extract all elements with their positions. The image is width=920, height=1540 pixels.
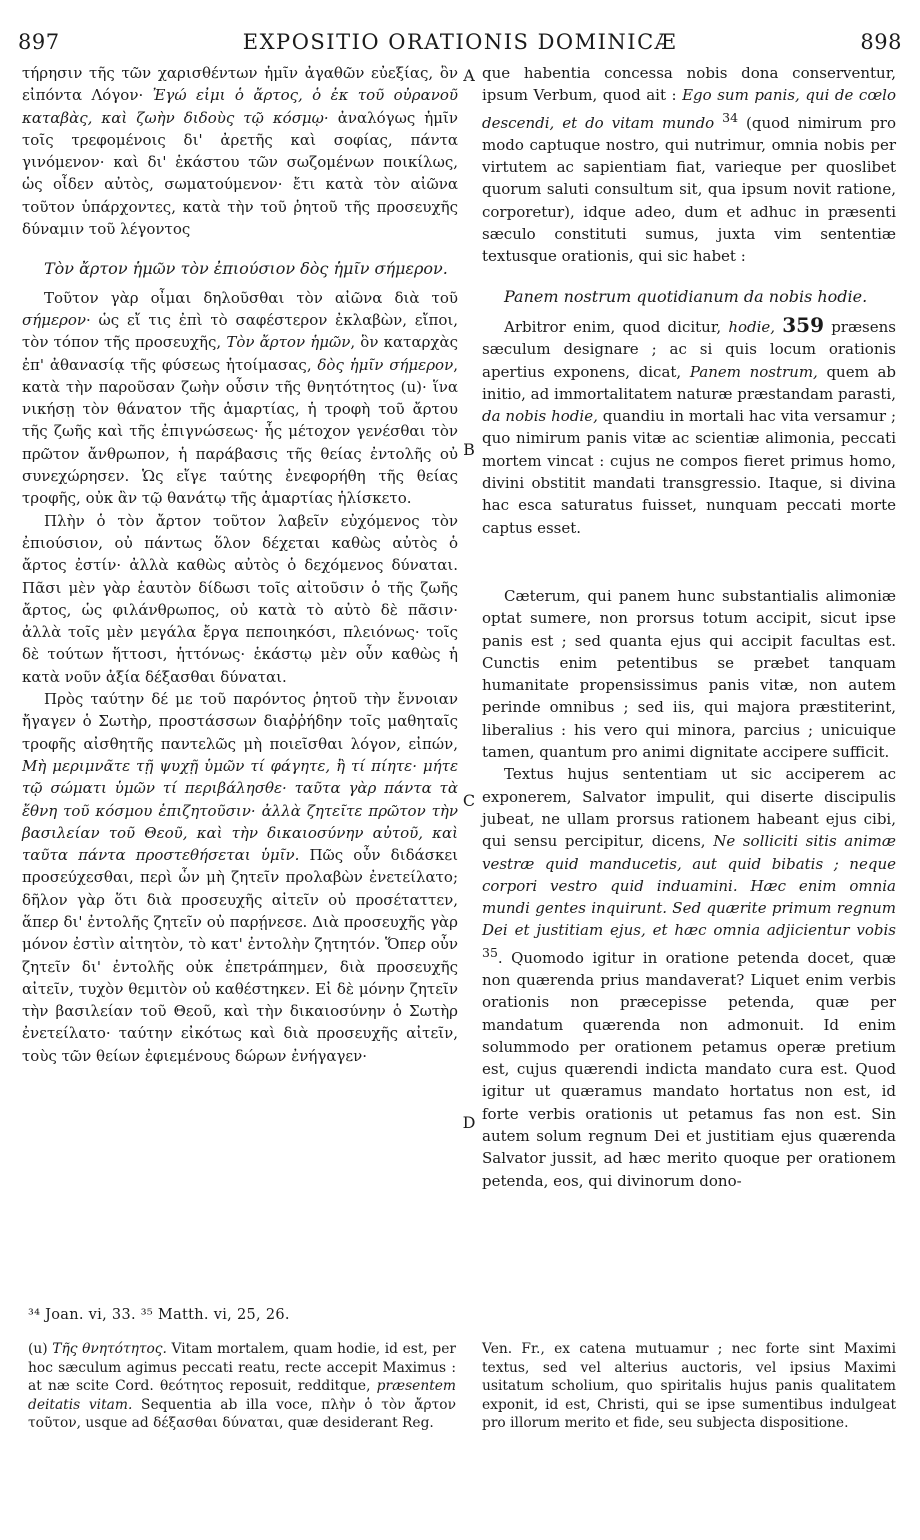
greek-italic: σήμερον — [22, 310, 86, 329]
margin-marker-d: D — [462, 1113, 476, 1132]
greek-text: · ὡς εἴ τις ἐπὶ τὸ σαφέστερον ἐκλαβὼν, εἴποι, τὸν τόπον τῆς προσευχῆς, — [22, 310, 458, 352]
latin-scripture-quote: Ne solliciti sitis animæ vestræ quid manducetis, aut quid bibatis ; neque corpori vestro quid induamini. Hæc enim omnia mundi gentes inquirunt. Sed quærite primum regnum Dei et justitiam ejus, et hæc omnia adjicientur vobis — [482, 832, 896, 940]
column-number: 359 — [782, 312, 824, 337]
latin-text: . Quomodo igitur in oratione petenda docet, quæ non quærenda prius mandaverat? Liquet enim verbis orationis non præcepisse petenda, quæ per mandatum quærenda non admonuit. Id enim solummodo per orationem petamus operæ pretium est, cujus quærendi indicta mandato cura est. Quod igitur ut quæramus mandato hortatus non est, id forte verbis orationis ut petamus fas non est. Sin autem solum regnum Dei et justitiam ejus quærenda Salvator jussit, ad hæc merito quoque per orationem petenda, eos, qui divinorum dono- — [482, 948, 896, 1190]
latin-italic: hodie, — [728, 317, 776, 336]
latin-text: præsens sæculum designare ; ac si quis locum orationis apertius exponens, dicat, — [482, 317, 896, 381]
latin-lemma: Panem nostrum quotidianum da nobis hodie. — [504, 286, 868, 306]
latin-text: Textus hujus sententiam ut sic acciperem ac exponerem, Salvator impulit, qui diserte discipulis jubeat, ne ullam prorsus rationem habeant ejus cibi, qui sensu percipitur, dicens, — [482, 765, 896, 851]
greek-text: , ὃν καταρχὰς ἐπ' ἀθανασίᾳ τῆς φύσεως ἡτοίμασας, — [22, 333, 459, 374]
latin-italic: Panem nostrum, — [689, 362, 818, 381]
footnote-lemma: Τῆς θνητότητος. — [52, 1341, 167, 1357]
latin-italic: da nobis hodie, — [482, 407, 598, 426]
latin-text: (quod nimirum pro modo captuque nostro, qui nutrimur, omnia nobis per virtutem ac sapientiam fiat, varieque per quoslibet quorum saluti consultum sit, qua ipsum novit ratione, corporetur), idque adeo, dum et adhuc in præsenti sæculo constituti sumus, juxta vim sententiæ textusque orationis, qui sic habet : — [482, 113, 896, 266]
greek-text: Πῶς οὖν διδάσκει προσεύχεσθαι, περὶ ὧν μὴ ζητεῖν προλαβὼν ἐνετείλατο; δῆλον γὰρ ὅτι διὰ προσευχῆς αἰτεῖν οὐ προσέταττεν, ἅπερ δι' ἐντολῆς ζητεῖν οὐ παρῄνεσε. Διὰ προσευχῆς γὰρ μόνον ἐστὶν αἰτητὸν, τὸ κατ' ἐντολὴν ζητητόν. Ὅπερ οὖν ζητεῖν δι' ἐντολῆς οὐκ ἐπετράπημεν, διὰ προσευχῆς αἰτεῖν, τυχὸν θεμιτὸν οὐ καθέστηκεν. Εἰ δὲ μόνην ζητεῖν τὴν βασιλείαν τοῦ Θεοῦ, καὶ τὴν δικαιοσύνην ὁ Σωτὴρ ἐνετείλατο· ταύτην εἰκότως καὶ διὰ προσευχῆς αἰτεῖν, τοὺς τῶν θείων ἐφιεμένους δώρων ἐνήγαγεν· — [22, 846, 458, 1065]
greek-lemma: Τὸν ἄρτον ἡμῶν τὸν ἐπιούσιον δὸς ἡμῖν σήμερον. — [44, 259, 448, 279]
latin-text: Arbitror enim, quod dicitur, — [504, 317, 722, 336]
greek-italic: δὸς ἡμῖν σήμερον — [317, 355, 454, 374]
running-header — [18, 30, 902, 62]
footnote-italic: præsentem deitatis vitam. — [28, 1378, 456, 1413]
latin-paragraph-2 — [482, 314, 896, 539]
greek-text: ἀναλόγως ἡμῖν τοῖς τρεφομένοις δι' ἀρετῆς καὶ σοφίας, πάντα γινόμενον· καὶ δι' ἑκάστου τῶν σωζομένων ποικίλως, ὡς οἶδεν αὐτὸς, σωματούμενον· ἔτι κατὰ τὸν αἰῶνα τοῦτον ὑπάρχοντες, κατὰ τὴν τοῦ ῥητοῦ τῆς προσευχῆς δύναμιν τοῦ λέγοντος — [22, 108, 458, 239]
page-number-right: 898 — [860, 30, 902, 54]
footnote-ref: 34 — [722, 109, 739, 125]
footnote-left — [28, 1340, 456, 1433]
latin-scripture-quote: Ego sum panis, qui de cœlo descendi, et do vitam mundo — [482, 86, 896, 132]
greek-text: Τοῦτον γὰρ οἶμαι δηλοῦσθαι τὸν αἰῶνα διὰ τοῦ — [44, 288, 458, 307]
greek-text: , κατὰ τὴν παροῦσαν ζωὴν οὖσιν τῆς θνητότητος (u)· ἵνα νικήσῃ τὸν θάνατον τῆς ἁμαρτίας, ἡ τροφὴ τοῦ ἄρτου τῆς ζωῆς καὶ τῆς ἐπιγνώσεως· ἧς μέτοχον γενέσθαι τὸν πρῶτον ἄνθρωπον, ἡ παράβασις τῆς θείας ἐντολῆς οὐ συνεχώρησεν. Ὡς εἴγε ταύτης ἐνεφορήθη τῆς θείας τροφῆς, οὐκ ἂν τῷ θανάτῳ τῆς ἁμαρτίας ἡλίσκετο. — [22, 355, 458, 508]
latin-paragraph-1 — [482, 62, 896, 268]
greek-text: τήρησιν τῆς τῶν χαρισθέντων ἡμῖν ἀγαθῶν εὐεξίας, ὃν εἰπόντα Λόγον· — [22, 64, 458, 105]
margin-marker-c: C — [462, 791, 476, 810]
latin-column — [482, 62, 896, 1252]
margin-marker-b: B — [463, 440, 475, 459]
greek-scripture-quote: Ἐγώ εἰμι ὁ ἄρτος, ὁ ἐκ τοῦ οὐρανοῦ καταβὰς, καὶ ζωὴν διδοὺς τῷ κόσμῳ· — [22, 86, 458, 127]
greek-scripture-quote: Μὴ μεριμνᾶτε τῇ ψυχῇ ὑμῶν τί φάγητε, ἢ τί πίητε· μήτε τῷ σώματι ὑμῶν τί περιβάλησθε· ταῦτα γὰρ πάντα τὰ ἔθνη τοῦ κόσμου ἐπιζητοῦσιν· ἀλλὰ ζητεῖτε πρῶτον τὴν βασιλείαν τοῦ Θεοῦ, καὶ τὴν δικαιοσύνην αὐτοῦ, καὶ ταῦτα πάντα προστεθήσεται ὑμῖν. — [22, 756, 458, 865]
greek-text: Πρὸς ταύτην δέ με τοῦ παρόντος ῥητοῦ τὴν ἔννοιαν ἤγαγεν ὁ Σωτὴρ, προστάσσων διαῤῥήδην τοῖς μαθηταῖς τροφῆς αἰσθητῆς παντελῶς μὴ ποιεῖσθαι λόγον, εἰπών, — [22, 690, 458, 753]
greek-paragraph-4 — [22, 688, 458, 1067]
page-number-left: 897 — [18, 30, 60, 54]
footnote-text: Sequentia ab illa voce, πλὴν ὁ τὸν ἄρτον τοῦτον, usque ad δέξασθαι δύναται, quæ desiderant Reg. — [28, 1396, 456, 1432]
greek-paragraph-2 — [22, 287, 458, 510]
footnote-right — [482, 1340, 896, 1433]
greek-column — [22, 62, 458, 1252]
latin-paragraph-4 — [482, 763, 896, 1192]
greek-paragraph-1 — [22, 62, 458, 240]
bible-references: ³⁴ Joan. vi, 33. ³⁵ Matth. vi, 25, 26. — [28, 1307, 290, 1323]
latin-paragraph-3: Cæterum, qui panem hunc substantialis alimoniæ optat sumere, non prorsus totum accipit, sicut ipse panis est ; sed quanta ejus qui accipit facultas est. Cunctis enim petentibus se præbet tanquam humanitate propensissimus panis vitæ, non autem perinde omnibus ; sed iis, qui majora præstiterint, liberalius : his vero qui minora, parcius ; unicuique tamen, quantum pro animi dignitate accipere sufficit. — [482, 586, 896, 762]
footnote-ref: 35 — [482, 944, 498, 960]
running-title: EXPOSITIO ORATIONIS DOMINICÆ — [242, 30, 678, 54]
greek-paragraph-3: Πλὴν ὁ τὸν ἄρτον τοῦτον λαβεῖν εὐχόμενος τὸν ἐπιούσιον, οὐ πάντως ὅλον δέχεται καθὼς αὐτὸς ὁ ἄρτος ἐστίν· ἀλλὰ καθὼς αὐτὸς ὁ δεχόμενος δύναται. Πᾶσι μὲν γὰρ ἑαυτὸν δίδωσι τοῖς αἰτοῦσιν ὁ τῆς ζωῆς ἄρτος, ὡς φιλάνθρωπος, οὐ κατὰ τὸ αὐτὸ δὲ πᾶσιν· ἀλλὰ τοῖς μὲν μεγάλα ἔργα πεποιηκόσι, πλειόνως· τοῖς δὲ τούτων ἥττοσι, ἡττόνως· ἑκάστῳ μὲν οὖν καθὼς ἡ κατὰ νοῦν ἀξία δέξασθαι δύναται. — [22, 511, 458, 686]
latin-text: que habentia concessa nobis dona conserventur, ipsum Verbum, quod ait : — [482, 64, 896, 105]
greek-italic: Τὸν ἄρτον ἡμῶν — [226, 333, 351, 352]
footnote-label: (u) — [28, 1341, 48, 1357]
footnote-text: Ven. Fr., ex catena mutuamur ; nec forte sint Maximi textus, sed vel alterius auctoris, vel ipsius Maximi usitatum scholium, quo spiritalis hujus panis qualitatem exponit, id est, Christi, qui se ipse sumentibus indulgeat pro illorum merito et fide, seu subjecta dispositione. — [482, 1341, 896, 1432]
margin-marker-a: A — [463, 66, 475, 85]
latin-text: quem ab initio, ad immortalitatem naturæ præstandam parasti, — [482, 362, 896, 403]
latin-text: quandiu in mortali hac vita versamur ; quo nimirum panis vitæ ac scientiæ alimonia, peccati mortem vincat : cujus ne compos fieret primus homo, divini obstitit mandati transgressio. Itaque, si divina hac esca saturatus fuisset, nunquam peccati morte captus esset. — [482, 407, 897, 537]
footnote-text: Vitam mortalem, quam hodie, id est, per hoc sæculum agimus peccati reatu, recte accepit Maximus : at næ scite Cord. θεότητος reposuit, redditque, — [28, 1341, 456, 1395]
